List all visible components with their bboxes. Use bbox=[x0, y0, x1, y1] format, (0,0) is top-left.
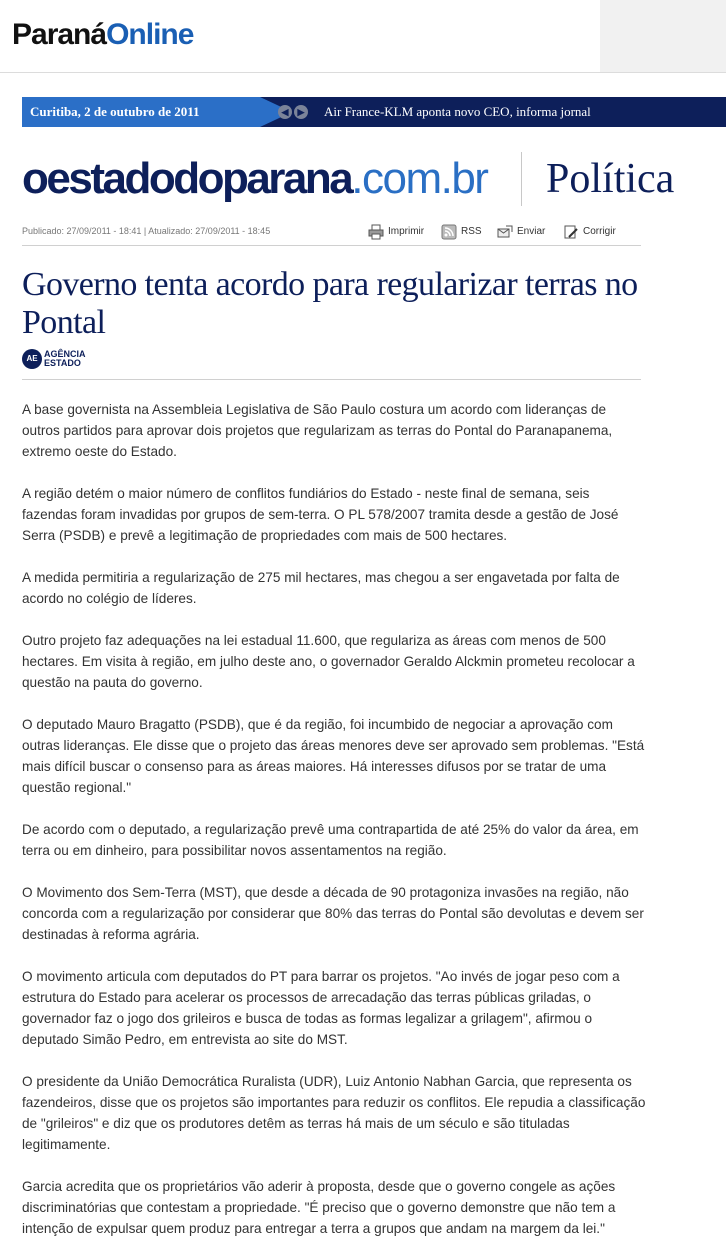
top-bar bbox=[0, 0, 600, 73]
article-body bbox=[22, 399, 646, 1260]
article-paragraph: A região detém o maior número de conflitos fundiários do Estado - neste final de semana, seis fazendas foram invadidas por grupos de sem-terra. O PL 578/2007 tramita desde a gestão de José Serra (PSDB) e prevê a legitimação de propriedades com mais de 500 hectares. bbox=[22, 486, 619, 543]
article-paragraph: Outro projeto faz adequações na lei estadual 11.600, que regulariza as áreas com menos de 500 hectares. Em visita à região, em julho deste ano, o governador Geraldo Alckmin prometeu recolocar a questão na pauta do governo. bbox=[22, 633, 635, 690]
agency-name bbox=[44, 350, 86, 368]
pencil-icon bbox=[563, 224, 579, 240]
logo-online-text: Online bbox=[106, 18, 194, 51]
site-logo-main: oestadodoparana bbox=[22, 154, 352, 203]
divider-top bbox=[22, 245, 641, 246]
section-title: Política bbox=[546, 156, 675, 202]
oestadodoparana-logo[interactable] bbox=[22, 152, 487, 206]
article-paragraph: A base governista na Assembleia Legislativa de São Paulo costura um acordo com lideranças de outros partidos para aprovar dois projetos que regularizam as terras do Pontal do Paranapanema, extremo oeste do Estado. bbox=[22, 402, 613, 459]
print-label: Imprimir bbox=[388, 226, 425, 237]
agency-name-line1: AGÊNCIA bbox=[44, 349, 86, 359]
article-paragraph: O presidente da União Democrática Ruralista (UDR), Luiz Antonio Nabhan Garcia, que representa os fazendeiros, disse que os projetos são importantes para reduzir os conflitos. Ele repudia a classificação de "grileiros" e diz que os produtores detêm as terras há mais de um século e são tituladas legitimamente. bbox=[22, 1074, 646, 1152]
send-icon bbox=[497, 224, 513, 240]
article-paragraph: Garcia acredita que os proprietários vão aderir à proposta, desde que o governo congele as ações discriminatórias que contestam a propriedade. "É preciso que o governo demonstre que não tem a intenção de expulsar quem produz para entregar a terra a grupos que andam na margem da lei." bbox=[22, 1179, 616, 1236]
article-paragraph: O Movimento dos Sem-Terra (MST), que desde a década de 90 protagoniza invasões na região, não concorda com a regularização por considerar que 80% das terras do Pontal são devolutas e devem ser destinadas à reforma agrária. bbox=[22, 885, 644, 942]
article-title: Governo tenta acordo para regularizar terras no Pontal bbox=[22, 266, 638, 341]
rss-label: RSS bbox=[461, 226, 482, 237]
logo-divider bbox=[521, 152, 522, 206]
correct-label: Corrigir bbox=[583, 226, 616, 237]
article-paragraph: O deputado Mauro Bragatto (PSDB), que é da região, foi incumbido de negociar a aprovação com outras lideranças. Ele disse que o projeto das áreas menores deve ser aprovado sem problemas. "Está mais difícil buscar o consenso para as áreas maiores. Há interesses difusos por se tratar de uma questão regional." bbox=[22, 717, 645, 795]
agency-badge: AE bbox=[22, 349, 42, 369]
chevron-left-icon[interactable]: ◀ bbox=[278, 105, 292, 119]
parana-online-logo[interactable] bbox=[12, 18, 193, 52]
ticker-headline-link[interactable]: Air France-KLM aponta novo CEO, informa jornal bbox=[324, 104, 591, 119]
site-logo-tld: .com.br bbox=[351, 154, 488, 203]
logo-parana-text: Paraná bbox=[12, 18, 107, 51]
printer-icon bbox=[368, 224, 384, 240]
top-bar-right-panel bbox=[600, 0, 726, 73]
send-label: Enviar bbox=[517, 226, 546, 237]
divider-article bbox=[22, 379, 641, 380]
agency-name-line2: ESTADO bbox=[44, 358, 81, 368]
ticker-date: Curitiba, 2 de outubro de 2011 bbox=[22, 97, 260, 127]
chevron-right-icon[interactable]: ▶ bbox=[294, 105, 308, 119]
rss-icon bbox=[441, 224, 457, 240]
article-paragraph: De acordo com o deputado, a regularização prevê uma contrapartida de até 25% do valor da área, em terra ou em dinheiro, para possibilitar novos assentamentos na região. bbox=[22, 822, 639, 858]
article-paragraph: A medida permitiria a regularização de 275 mil hectares, mas chegou a ser engavetada por falta de acordo no colégio de líderes. bbox=[22, 570, 620, 606]
article-paragraph: O movimento articula com deputados do PT para barrar os projetos. "Ao invés de jogar peso com a estrutura do Estado para acelerar os processos de arrecadação das terras públicas griladas, o governador faz o jogo dos grileiros e busca de todas as formas legalizar a grilagem", afirmou o deputado Simão Pedro, em entrevista ao site do MST. bbox=[22, 969, 620, 1047]
news-ticker bbox=[22, 97, 726, 127]
publish-meta: Publicado: 27/09/2011 - 18:41 | Atualizado: 27/09/2011 - 18:45 bbox=[22, 226, 271, 236]
